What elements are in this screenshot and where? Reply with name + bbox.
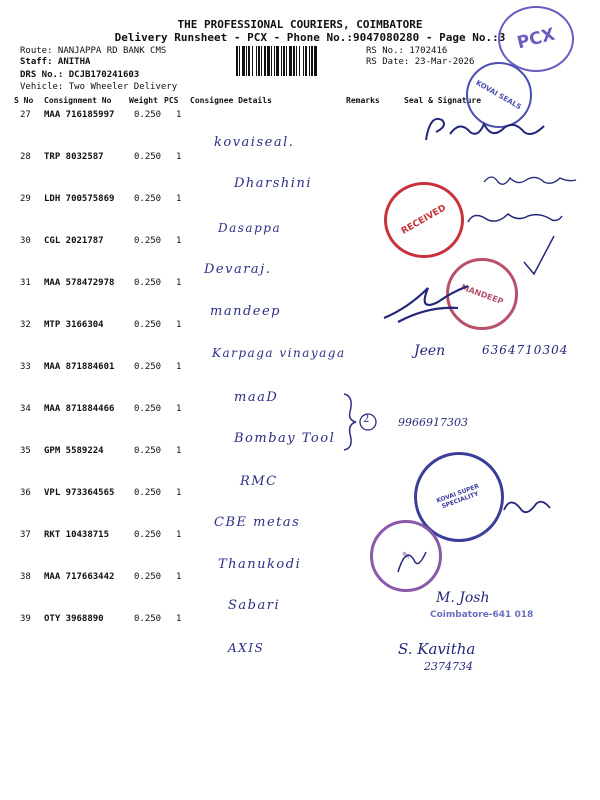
- row-pcs: 1: [176, 278, 182, 288]
- handwritten-consignee: CBE metas: [214, 515, 301, 530]
- col-remarks: Remarks: [346, 96, 380, 105]
- signature-row-32: Jeen: [414, 343, 446, 359]
- barcode: [236, 46, 360, 76]
- table-row: [12, 446, 592, 488]
- col-pcs: PCS: [164, 96, 179, 105]
- handwritten-consignee: Karpaga vinayaga: [212, 346, 346, 360]
- row-consignment: MAA 871884466: [44, 404, 115, 414]
- address-stamp: Coimbatore-641 018: [430, 610, 534, 620]
- signature-row-38: M. Josh: [436, 590, 490, 606]
- row-weight: 0.250: [134, 530, 162, 540]
- col-weight: Weight: [129, 96, 158, 105]
- row-weight: 0.250: [134, 152, 162, 162]
- signature-row-37: [392, 540, 432, 580]
- row-pcs: 1: [176, 152, 182, 162]
- row-sno: 31: [20, 278, 31, 288]
- signature-row-36: [496, 490, 556, 524]
- row-pcs: 1: [176, 572, 182, 582]
- kovai-seals-stamp: KOVAI SEALS: [466, 62, 532, 128]
- handwritten-consignee: AXIS: [228, 641, 265, 655]
- table-row: [12, 614, 592, 656]
- row-consignment: MTP 3166304: [44, 320, 104, 330]
- row-sno: 33: [20, 362, 31, 372]
- vehicle-info: Vehicle: Two Wheeler Delivery: [20, 82, 178, 92]
- handwritten-consignee: mandeep: [210, 304, 281, 319]
- row-consignment: LDH 700575869: [44, 194, 115, 204]
- row-weight: 0.250: [134, 404, 162, 414]
- col-consignment: Consignment No: [44, 96, 112, 105]
- signature-row-31: [378, 278, 478, 328]
- kovai-super-speciality-stamp: KOVAI SUPER SPECIALITY: [414, 452, 504, 542]
- rotary-stamp: ✎: [370, 520, 442, 592]
- row-pcs: 1: [176, 404, 182, 414]
- row-consignment: RKT 10438715: [44, 530, 110, 540]
- row-sno: 30: [20, 236, 31, 246]
- row-weight: 0.250: [134, 236, 162, 246]
- row-weight: 0.250: [134, 614, 162, 624]
- row-consignment: VPL 973364565: [44, 488, 115, 498]
- staff-info: Staff: ANITHA: [20, 57, 91, 67]
- phone-row-34: 9966917303: [398, 416, 468, 429]
- row-consignment: MAA 578472978: [44, 278, 115, 288]
- handwritten-consignee: Bombay Tool: [234, 431, 336, 446]
- bracket-mark: [340, 392, 380, 452]
- row-weight: 0.250: [134, 488, 162, 498]
- pcx-stamp: PCX: [498, 6, 574, 72]
- company-title: THE PROFESSIONAL COURIERS, COIMBATORE: [177, 18, 423, 31]
- handwritten-consignee: maaD: [234, 390, 279, 405]
- row-sno: 27: [20, 110, 31, 120]
- col-sno: S No: [14, 96, 34, 105]
- rs-number: RS No.: 1702416: [366, 46, 448, 56]
- signature-row-29: [464, 206, 564, 228]
- row-pcs: 1: [176, 362, 182, 372]
- row-pcs: 1: [176, 194, 182, 204]
- row-pcs: 1: [176, 320, 182, 330]
- row-sno: 36: [20, 488, 31, 498]
- table-row: [12, 362, 592, 404]
- row-sno: 28: [20, 152, 31, 162]
- bracket-count: 2: [363, 414, 371, 425]
- phone-row-32: 6364710304: [482, 343, 569, 357]
- row-pcs: 1: [176, 488, 182, 498]
- handwritten-consignee: kovaiseal.: [214, 135, 295, 150]
- row-weight: 0.250: [134, 446, 162, 456]
- row-pcs: 1: [176, 236, 182, 246]
- row-sno: 35: [20, 446, 31, 456]
- signature-row-39: S. Kavitha: [398, 640, 476, 658]
- handwritten-consignee: Thanukodi: [218, 557, 302, 572]
- row-consignment: TRP 8032587: [44, 152, 104, 162]
- row-sno: 29: [20, 194, 31, 204]
- row-weight: 0.250: [134, 278, 162, 288]
- row-consignment: MAA 871884601: [44, 362, 115, 372]
- row-consignment: MAA 717663442: [44, 572, 115, 582]
- col-seal: Seal & Signature: [404, 96, 482, 105]
- rs-date: RS Date: 23-Mar-2026: [366, 57, 475, 67]
- row-consignment: GPM 5589224: [44, 446, 104, 456]
- row-sno: 32: [20, 320, 31, 330]
- row-pcs: 1: [176, 446, 182, 456]
- runsheet-title: Delivery Runsheet - PCX - Phone No.:9047080280 - Page No.:3: [114, 31, 506, 44]
- row-consignment: OTY 3968890: [44, 614, 104, 624]
- handwritten-consignee: Dharshini: [234, 176, 312, 191]
- row-sno: 39: [20, 614, 31, 624]
- row-weight: 0.250: [134, 362, 162, 372]
- row-consignment: MAA 716185997: [44, 110, 115, 120]
- route-info: Route: NANJAPPA RD BANK CMS: [20, 46, 167, 56]
- row-weight: 0.250: [134, 110, 162, 120]
- row-consignment: CGL 2021787: [44, 236, 104, 246]
- table-row: [12, 530, 592, 572]
- received-stamp: RECEIVED: [384, 182, 464, 258]
- col-consignee: Consignee Details: [190, 96, 272, 105]
- row-pcs: 1: [176, 530, 182, 540]
- row-pcs: 1: [176, 110, 182, 120]
- handwritten-consignee: Devaraj.: [204, 262, 272, 277]
- table-row: [12, 572, 592, 614]
- drs-number: DRS No.: DCJB170241603: [20, 70, 140, 80]
- handwritten-consignee: Sabari: [228, 598, 281, 613]
- row-weight: 0.250: [134, 572, 162, 582]
- tick-mark: [520, 232, 560, 278]
- row-sno: 37: [20, 530, 31, 540]
- signature-row-27: [420, 110, 550, 150]
- handwritten-consignee: Dasappa: [218, 221, 282, 235]
- number-row-39: 2374734: [424, 660, 473, 673]
- row-weight: 0.250: [134, 194, 162, 204]
- mandeep-stamp: MANDEEP: [446, 258, 518, 330]
- row-pcs: 1: [176, 614, 182, 624]
- row-sno: 38: [20, 572, 31, 582]
- handwritten-consignee: RMC: [240, 474, 278, 489]
- signature-row-28: [480, 170, 580, 190]
- row-sno: 34: [20, 404, 31, 414]
- row-weight: 0.250: [134, 320, 162, 330]
